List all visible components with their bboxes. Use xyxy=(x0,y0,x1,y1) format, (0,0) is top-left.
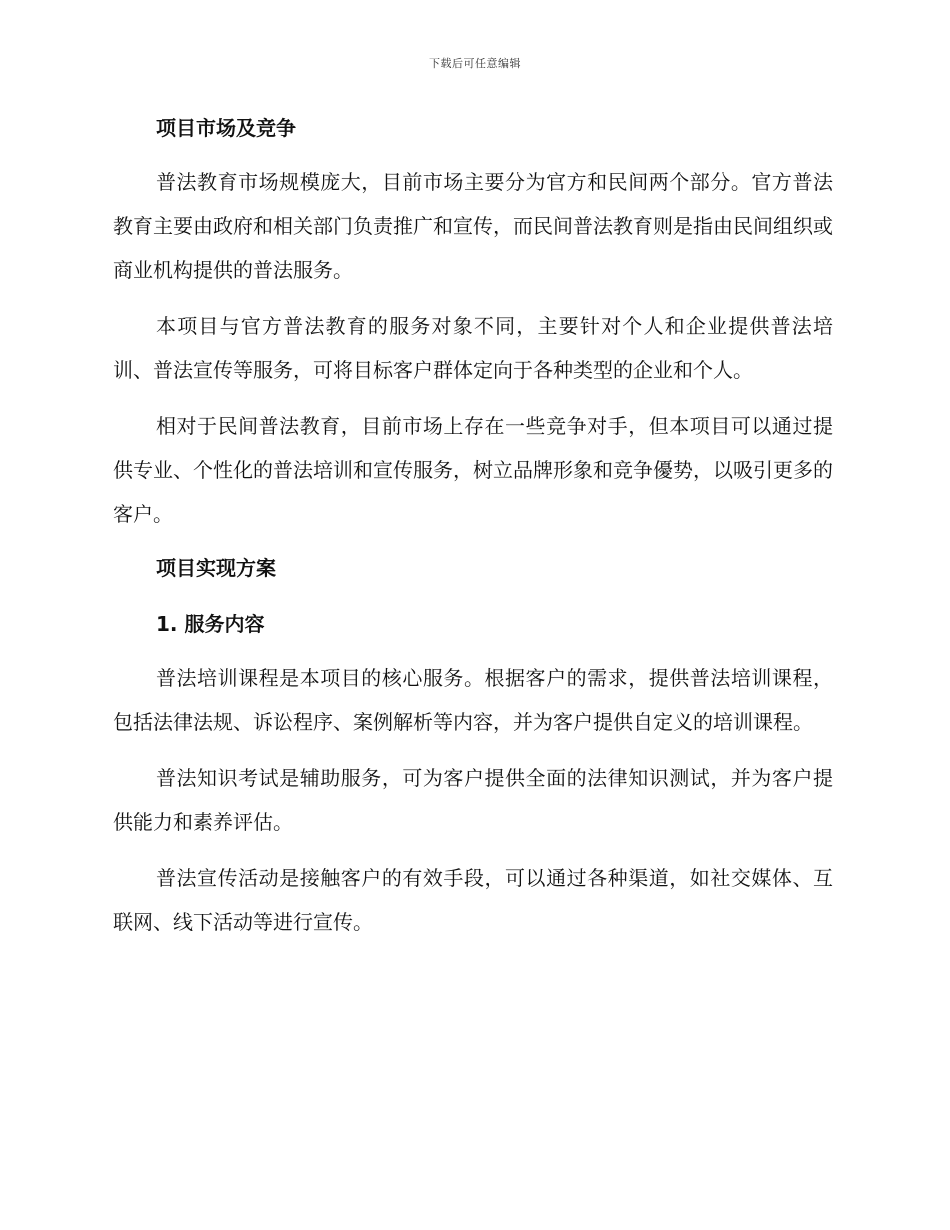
paragraph-promotion-activities: 普法宣传活动是接触客户的有效手段，可以通过各种渠道，如社交媒体、互联网、线下活动等进行宣传。 xyxy=(113,866,833,934)
subsection-heading-service: 1. 服务内容 xyxy=(156,612,265,636)
paragraph-competition: 相对于民间普法教育，目前市场上存在一些竞争对手，但本项目可以通过提供专业、个性化的普法培训和宣传服务，树立品牌形象和竞争優势，以吸引更多的客户。 xyxy=(113,414,833,526)
paragraph-knowledge-exam: 普法知识考试是辅助服务，可为客户提供全面的法律知识测试，并为客户提供能力和素养评估。 xyxy=(113,766,833,834)
document-body xyxy=(113,110,833,944)
section-heading-plan: 项目实现方案 xyxy=(156,556,276,580)
section-heading-market: 项目市场及竞争 xyxy=(156,116,296,140)
paragraph-training-courses: 普法培训课程是本项目的核心服务。根据客户的需求，提供普法培训课程，包括法律法规、诉讼程序、案例解析等内容，并为客户提供自定义的培训课程。 xyxy=(113,666,833,734)
download-note: 下载后可任意编辑 xyxy=(429,57,521,70)
paragraph-target-customers: 本项目与官方普法教育的服务对象不同，主要针对个人和企业提供普法培训、普法宣传等服务，可将目标客户群体定向于各种类型的企业和个人。 xyxy=(113,314,833,382)
paragraph-market-overview: 普法教育市场规模庞大，目前市场主要分为官方和民间两个部分。官方普法教育主要由政府和相关部门负责推广和宣传，而民间普法教育则是指由民间组织或商业机构提供的普法服务。 xyxy=(113,170,833,282)
